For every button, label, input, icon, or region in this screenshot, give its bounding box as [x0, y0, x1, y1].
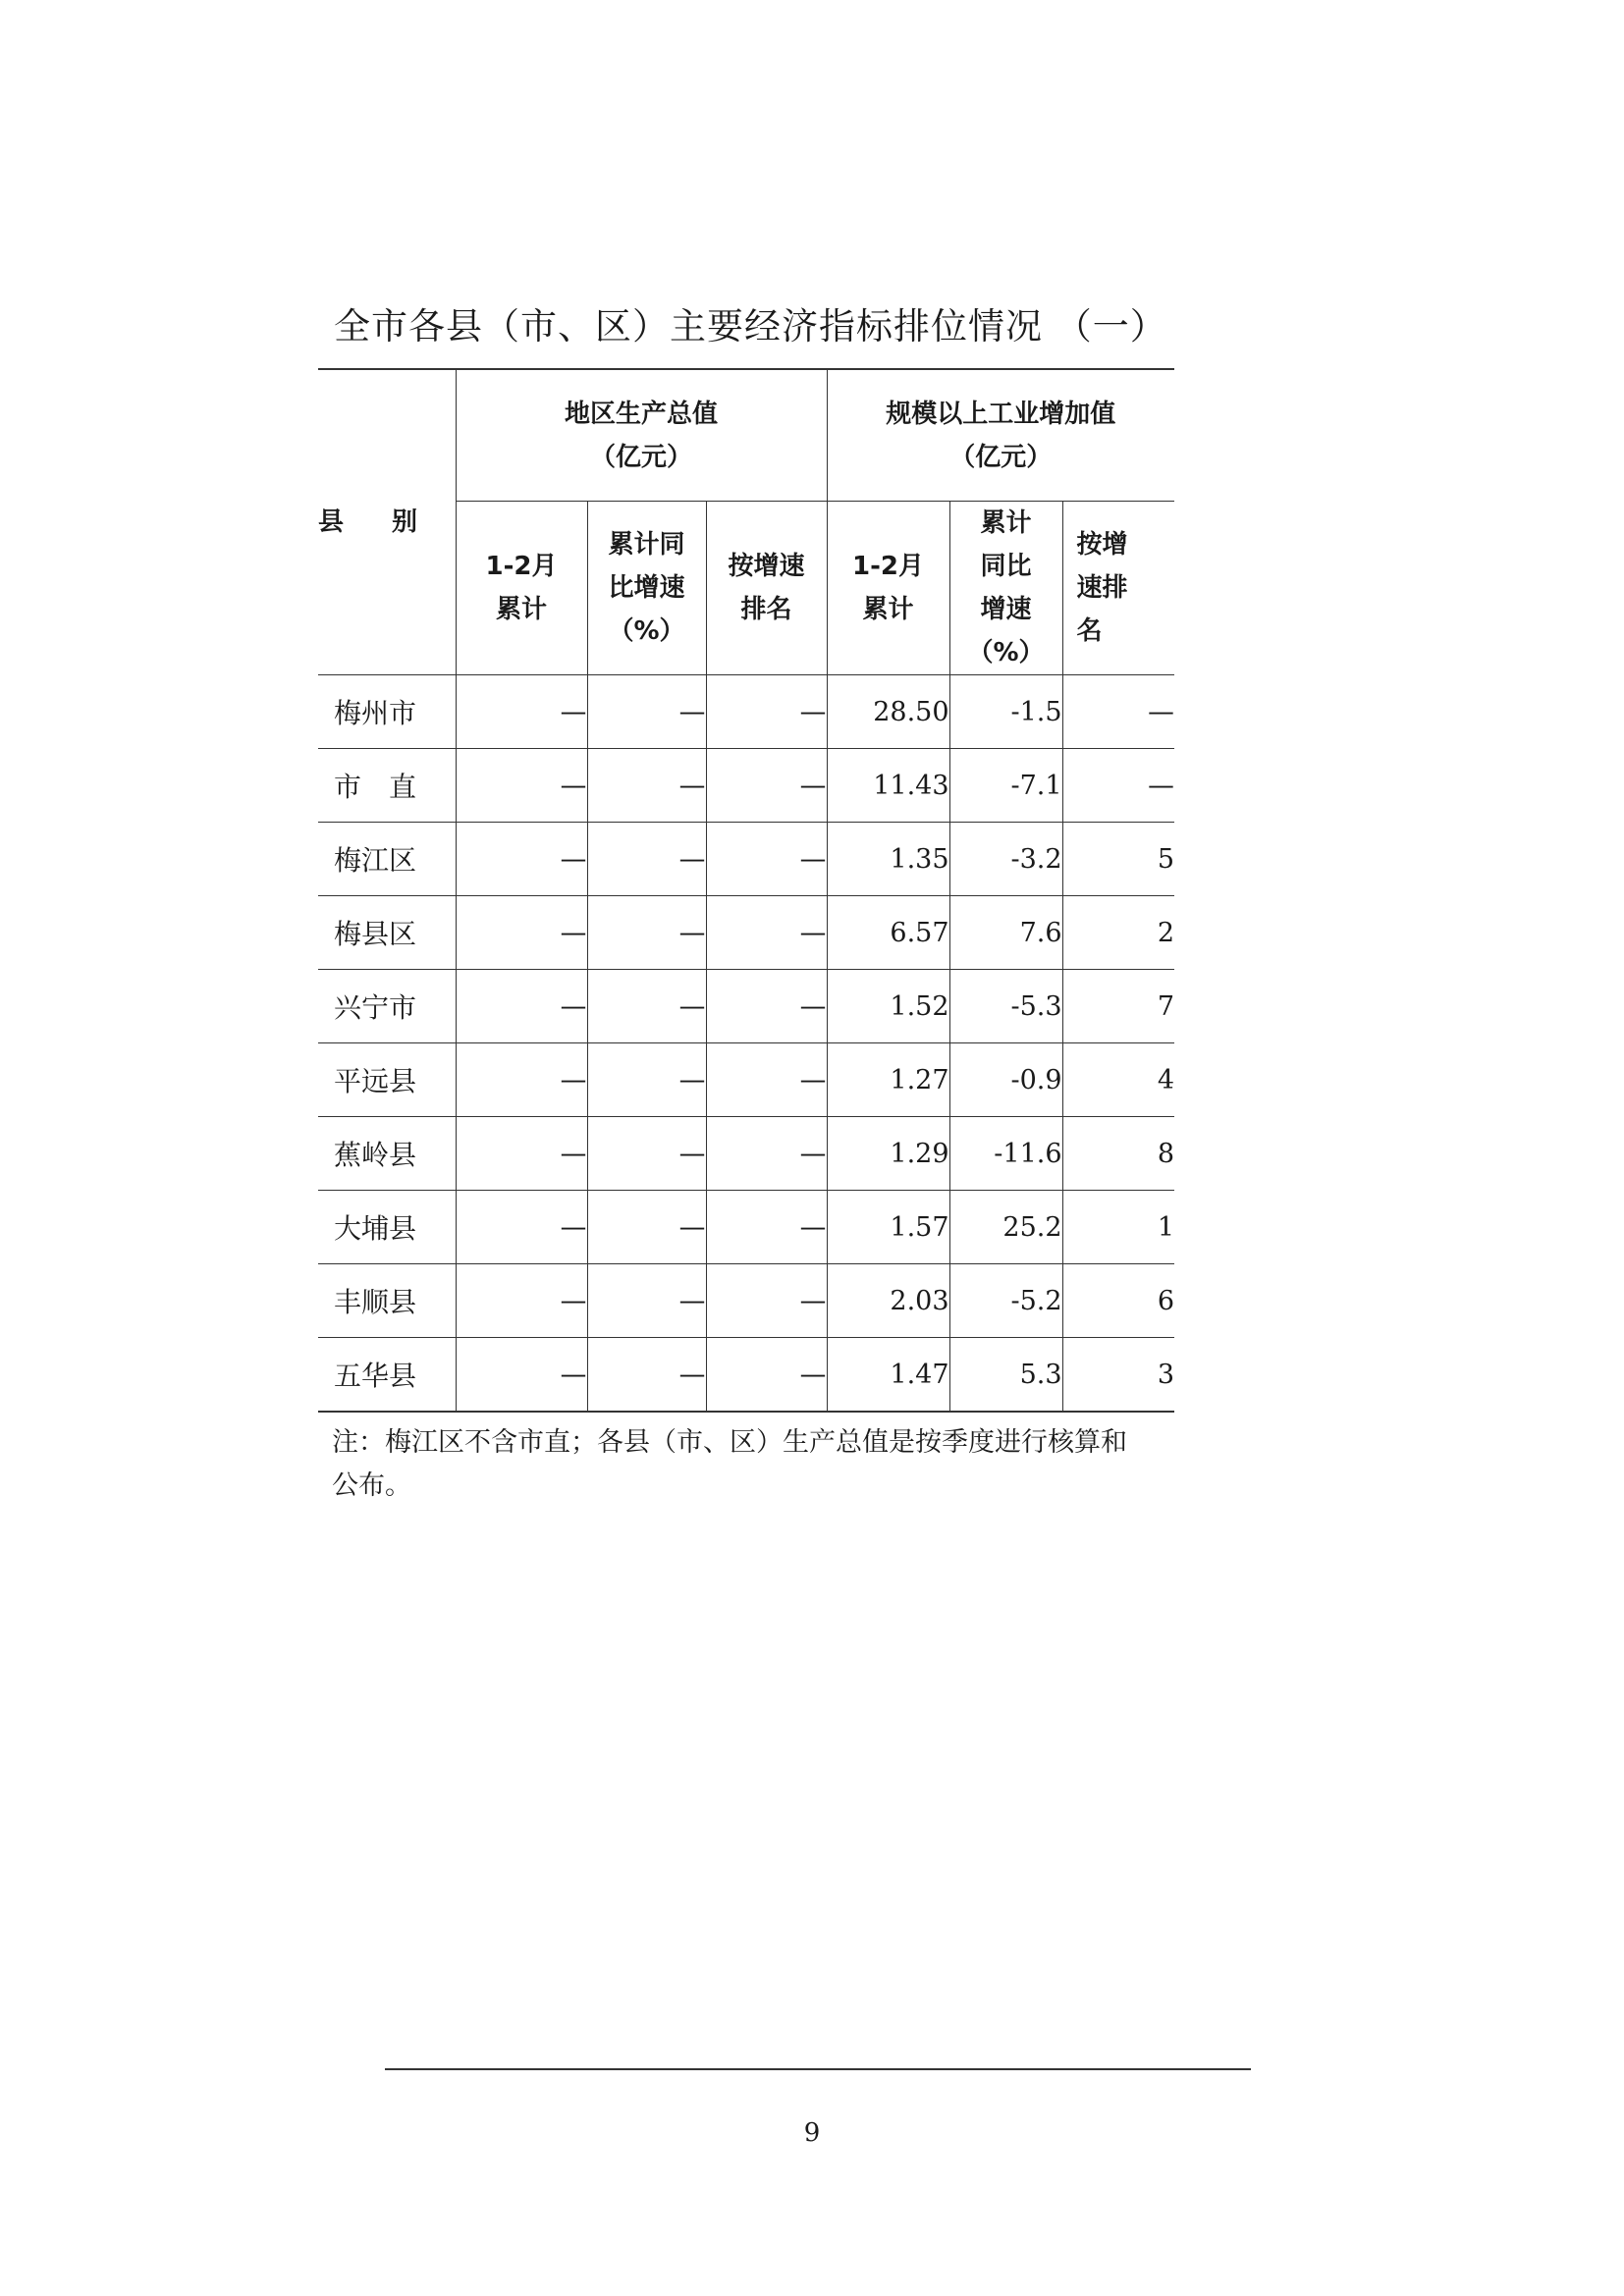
table-row	[318, 970, 1174, 1043]
industry-value-cell: 11.43	[827, 749, 949, 823]
county-cell: 平远县	[318, 1043, 456, 1117]
gdp-growth-header	[587, 502, 706, 675]
gdp-rank-cell: —	[706, 970, 827, 1043]
county-cell: 大埔县	[318, 1191, 456, 1264]
table-row	[318, 823, 1174, 896]
county-cell: 梅县区	[318, 896, 456, 970]
footer-divider	[385, 2068, 1251, 2070]
header-line: 排名	[740, 595, 792, 624]
gdp-rank-cell: —	[706, 1338, 827, 1413]
industry-growth-cell: 25.2	[949, 1191, 1062, 1264]
gdp-growth-cell: —	[587, 749, 706, 823]
county-cell: 蕉岭县	[318, 1117, 456, 1191]
header-line: 按增	[1076, 530, 1128, 560]
table-row	[318, 1191, 1174, 1264]
gdp-growth-cell: —	[587, 1117, 706, 1191]
industry-growth-cell: 5.3	[949, 1338, 1062, 1413]
gdp-rank-cell: —	[706, 1264, 827, 1338]
gdp-rank-cell: —	[706, 1191, 827, 1264]
table-row	[318, 1043, 1174, 1117]
industry-rank-cell: —	[1062, 675, 1174, 749]
industry-group-header	[827, 369, 1174, 502]
gdp-group-name: 地区生产总值	[565, 399, 719, 429]
county-cell: 梅州市	[318, 675, 456, 749]
county-column-header: 县 别	[318, 369, 456, 675]
industry-group-name: 规模以上工业增加值	[886, 399, 1116, 429]
industry-rank-cell: —	[1062, 749, 1174, 823]
header-line: （%）	[608, 616, 685, 646]
gdp-growth-cell: —	[587, 970, 706, 1043]
table-row	[318, 1264, 1174, 1338]
industry-value-cell: 2.03	[827, 1264, 949, 1338]
industry-value-cell: 1.47	[827, 1338, 949, 1413]
table-row	[318, 749, 1174, 823]
gdp-rank-header	[706, 502, 827, 675]
industry-value-cell: 1.57	[827, 1191, 949, 1264]
header-line: 同比	[980, 552, 1032, 581]
header-line: 增速	[980, 595, 1032, 624]
header-line: 累计	[980, 508, 1032, 538]
table-row	[318, 675, 1174, 749]
county-cell: 兴宁市	[318, 970, 456, 1043]
industry-growth-header	[949, 502, 1062, 675]
header-line: 名	[1076, 616, 1103, 646]
header-line: 按增速	[728, 552, 805, 581]
gdp-value-cell: —	[456, 970, 587, 1043]
gdp-value-cell: —	[456, 675, 587, 749]
gdp-growth-cell: —	[587, 1264, 706, 1338]
gdp-group-unit: （亿元）	[590, 442, 693, 472]
industry-value-cell: 6.57	[827, 896, 949, 970]
gdp-value-cell: —	[456, 823, 587, 896]
table-footnote: 注：梅江区不含市直；各县（市、区）生产总值是按季度进行核算和公布。	[332, 1427, 1127, 1501]
group-header-row	[318, 369, 1174, 502]
industry-growth-cell: -7.1	[949, 749, 1062, 823]
gdp-growth-cell: —	[587, 1191, 706, 1264]
industry-value-cell: 1.35	[827, 823, 949, 896]
header-line: 1-2月	[485, 552, 558, 581]
gdp-value-cell: —	[456, 896, 587, 970]
industry-growth-cell: -3.2	[949, 823, 1062, 896]
gdp-growth-cell: —	[587, 823, 706, 896]
industry-growth-cell: -5.2	[949, 1264, 1062, 1338]
header-line: 比增速	[608, 573, 685, 603]
gdp-rank-cell: —	[706, 896, 827, 970]
gdp-growth-cell: —	[587, 896, 706, 970]
header-line: 累计	[862, 595, 914, 624]
header-line: （%）	[967, 638, 1045, 667]
industry-rank-cell: 4	[1062, 1043, 1174, 1117]
gdp-growth-cell: —	[587, 675, 706, 749]
gdp-value-cell: —	[456, 1338, 587, 1413]
header-line: 累计	[495, 595, 547, 624]
page-number: 9	[803, 2118, 821, 2148]
gdp-rank-cell: —	[706, 675, 827, 749]
gdp-value-cell: —	[456, 1043, 587, 1117]
gdp-value-header	[456, 502, 587, 675]
gdp-value-cell: —	[456, 749, 587, 823]
industry-value-cell: 28.50	[827, 675, 949, 749]
industry-rank-cell: 8	[1062, 1117, 1174, 1191]
industry-growth-cell: -1.5	[949, 675, 1062, 749]
industry-growth-cell: -0.9	[949, 1043, 1062, 1117]
header-line: 累计同	[608, 530, 685, 560]
table-row	[318, 1117, 1174, 1191]
industry-value-header	[827, 502, 949, 675]
industry-value-cell: 1.29	[827, 1117, 949, 1191]
industry-group-unit: （亿元）	[949, 442, 1053, 472]
gdp-group-header	[456, 369, 827, 502]
header-line: 1-2月	[852, 552, 925, 581]
industry-growth-cell: 7.6	[949, 896, 1062, 970]
gdp-growth-cell: —	[587, 1043, 706, 1117]
economic-indicators-table	[318, 368, 1174, 1413]
gdp-value-cell: —	[456, 1117, 587, 1191]
industry-value-cell: 1.27	[827, 1043, 949, 1117]
table-row	[318, 1338, 1174, 1413]
industry-rank-cell: 1	[1062, 1191, 1174, 1264]
gdp-value-cell: —	[456, 1191, 587, 1264]
gdp-value-cell: —	[456, 1264, 587, 1338]
county-cell: 丰顺县	[318, 1264, 456, 1338]
page-title: 全市各县（市、区）主要经济指标排位情况 （一）	[334, 305, 1167, 347]
industry-growth-cell: -11.6	[949, 1117, 1062, 1191]
gdp-growth-cell: —	[587, 1338, 706, 1413]
county-cell: 五华县	[318, 1338, 456, 1413]
gdp-rank-cell: —	[706, 1043, 827, 1117]
industry-value-cell: 1.52	[827, 970, 949, 1043]
table-body	[318, 675, 1174, 1413]
county-cell: 市 直	[318, 749, 456, 823]
industry-rank-cell: 7	[1062, 970, 1174, 1043]
industry-growth-cell: -5.3	[949, 970, 1062, 1043]
gdp-rank-cell: —	[706, 1117, 827, 1191]
header-line: 速排	[1076, 573, 1128, 603]
gdp-rank-cell: —	[706, 749, 827, 823]
industry-rank-cell: 3	[1062, 1338, 1174, 1413]
industry-rank-cell: 5	[1062, 823, 1174, 896]
industry-rank-cell: 2	[1062, 896, 1174, 970]
county-cell: 梅江区	[318, 823, 456, 896]
industry-rank-cell: 6	[1062, 1264, 1174, 1338]
table-row	[318, 896, 1174, 970]
gdp-rank-cell: —	[706, 823, 827, 896]
industry-rank-header	[1062, 502, 1174, 675]
